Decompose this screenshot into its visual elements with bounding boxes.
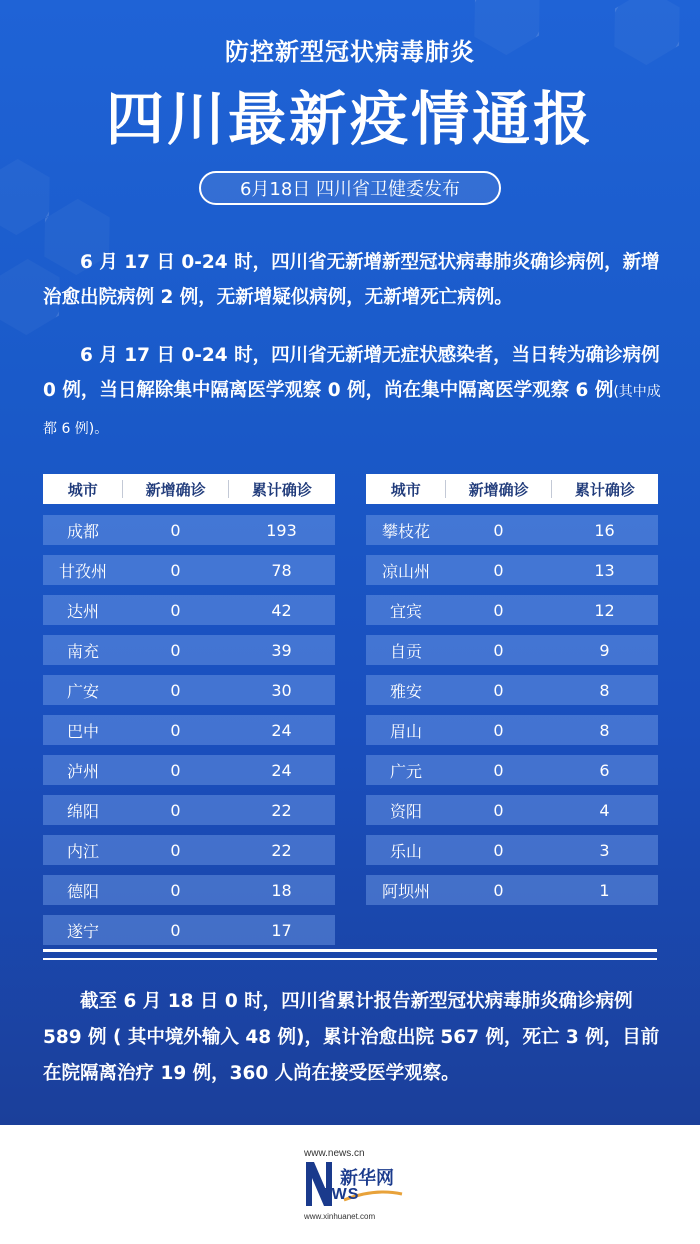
total-cell: 12 <box>594 600 615 620</box>
city-cell: 阿坝州 <box>381 881 430 901</box>
table-row <box>43 555 335 585</box>
total-cell: 3 <box>599 840 610 860</box>
logo-en-text: EWS <box>320 1186 360 1203</box>
new-cell: 0 <box>170 920 181 940</box>
table-divider <box>43 958 657 960</box>
city-cell: 泸州 <box>66 761 99 781</box>
table-divider <box>43 949 657 952</box>
table-row <box>43 835 335 865</box>
total-cell: 16 <box>594 520 615 540</box>
total-cell: 6 <box>599 760 610 780</box>
total-cell: 17 <box>271 920 292 940</box>
header-city: 城市 <box>366 480 446 498</box>
city-table-left <box>43 474 335 945</box>
table-row <box>366 795 658 825</box>
new-cell: 0 <box>493 720 504 740</box>
new-cell: 0 <box>493 680 504 700</box>
table-row <box>366 875 658 905</box>
paragraph-text: 6 月 17 日 0-24 时，四川省无新增新型冠状病毒肺炎确诊病例，新增治愈出院病例 2 例，无新增疑似病例，无新增死亡病例。 <box>43 252 660 308</box>
total-cell: 193 <box>266 520 297 540</box>
header-city: 城市 <box>43 480 123 498</box>
new-cell: 0 <box>493 520 504 540</box>
new-cell: 0 <box>493 640 504 660</box>
total-cell: 8 <box>599 680 610 700</box>
poster-subtitle: 防控新型冠状病毒肺炎 <box>225 38 475 66</box>
new-cell: 0 <box>170 600 181 620</box>
footer <box>0 1125 700 1244</box>
new-cell: 0 <box>170 760 181 780</box>
total-cell: 42 <box>271 600 292 620</box>
table-row <box>366 635 658 665</box>
paragraph-text: 6 月 17 日 0-24 时，四川省无新增无症状感染者，当日转为确诊病例 0 例，当日解除集中隔离医学观察 0 例，尚在集中隔离医学观察 6 例 <box>43 345 660 401</box>
total-cell: 24 <box>271 720 292 740</box>
total-cell: 4 <box>599 800 610 820</box>
table-row <box>366 595 658 625</box>
city-cell: 巴中 <box>66 721 99 741</box>
table-body <box>366 515 658 905</box>
table-row <box>43 635 335 665</box>
poster-title: 四川最新疫情通报 <box>105 85 594 153</box>
city-cell: 资阳 <box>389 801 422 821</box>
city-cell: 自贡 <box>389 641 422 661</box>
paragraph-cumulative <box>43 984 663 1092</box>
city-cell: 内江 <box>66 841 99 861</box>
table-row <box>366 835 658 865</box>
table-row <box>366 515 658 545</box>
new-cell: 0 <box>493 560 504 580</box>
total-cell: 24 <box>271 760 292 780</box>
city-cell: 达州 <box>66 601 99 621</box>
header-new-confirmed: 新增确诊 <box>446 480 551 498</box>
new-cell: 0 <box>493 840 504 860</box>
header-total-confirmed: 累计确诊 <box>251 480 312 499</box>
table-row <box>43 715 335 745</box>
new-cell: 0 <box>170 840 181 860</box>
city-cell: 甘孜州 <box>58 561 107 581</box>
release-badge: 6月18日 四川省卫健委发布 <box>199 171 501 205</box>
total-cell: 9 <box>599 640 610 660</box>
paragraph-asymptomatic <box>43 338 663 447</box>
paragraph-note: (其中成都 6 例)。 <box>43 384 661 437</box>
logo-url-bottom: www.xinhuanet.com <box>304 1212 376 1221</box>
header-total-confirmed: 累计确诊 <box>574 480 635 499</box>
city-cell: 成都 <box>66 521 99 541</box>
new-cell: 0 <box>170 680 181 700</box>
table-row <box>43 515 335 545</box>
city-table-right <box>366 474 658 905</box>
new-cell: 0 <box>493 760 504 780</box>
new-cell: 0 <box>493 880 504 900</box>
total-cell: 39 <box>271 640 292 660</box>
table-body <box>43 515 335 945</box>
city-cell: 遂宁 <box>66 921 99 941</box>
city-cell: 攀枝花 <box>381 521 430 541</box>
city-cell: 绵阳 <box>66 801 99 821</box>
table-row <box>43 755 335 785</box>
city-cell: 广安 <box>66 681 99 701</box>
new-cell: 0 <box>493 800 504 820</box>
logo-url-top: www.news.cn <box>304 1148 365 1159</box>
city-cell: 眉山 <box>389 721 422 741</box>
table-row <box>43 595 335 625</box>
city-cell: 乐山 <box>389 841 422 861</box>
new-cell: 0 <box>170 880 181 900</box>
paragraph-new-cases <box>43 245 663 315</box>
total-cell: 1 <box>599 880 610 900</box>
new-cell: 0 <box>170 640 181 660</box>
table-row <box>366 715 658 745</box>
table-row <box>366 675 658 705</box>
total-cell: 22 <box>271 800 292 820</box>
city-cell: 宜宾 <box>389 601 422 621</box>
new-cell: 0 <box>170 560 181 580</box>
new-cell: 0 <box>170 720 181 740</box>
table-row <box>366 755 658 785</box>
paragraph-text: 截至 6 月 18 日 0 时，四川省累计报告新型冠状病毒肺炎确诊病例 589 例 ( 其中境外输入 48 例)，累计治愈出院 567 例，死亡 3 例，目前在院隔离治疗 19 例，360 人尚在接受医学观察。 <box>43 991 660 1084</box>
total-cell: 22 <box>271 840 292 860</box>
total-cell: 30 <box>271 680 292 700</box>
table-header <box>366 474 658 504</box>
header-new-confirmed: 新增确诊 <box>123 480 228 498</box>
city-cell: 南充 <box>66 641 99 661</box>
new-cell: 0 <box>170 800 181 820</box>
table-row <box>366 555 658 585</box>
table-row <box>43 675 335 705</box>
table-row <box>43 875 335 905</box>
new-cell: 0 <box>493 600 504 620</box>
city-cell: 广元 <box>389 761 422 781</box>
xinhua-logo[interactable] <box>304 1148 404 1228</box>
table-row <box>43 915 335 945</box>
total-cell: 78 <box>271 560 292 580</box>
new-cell: 0 <box>170 520 181 540</box>
total-cell: 8 <box>599 720 610 740</box>
table-header <box>43 474 335 504</box>
logo-cn-text: 新华网 <box>340 1168 394 1189</box>
city-cell: 凉山州 <box>381 561 430 581</box>
city-cell: 德阳 <box>66 881 99 901</box>
total-cell: 18 <box>271 880 292 900</box>
table-row <box>43 795 335 825</box>
city-cell: 雅安 <box>389 681 422 701</box>
total-cell: 13 <box>594 560 615 580</box>
